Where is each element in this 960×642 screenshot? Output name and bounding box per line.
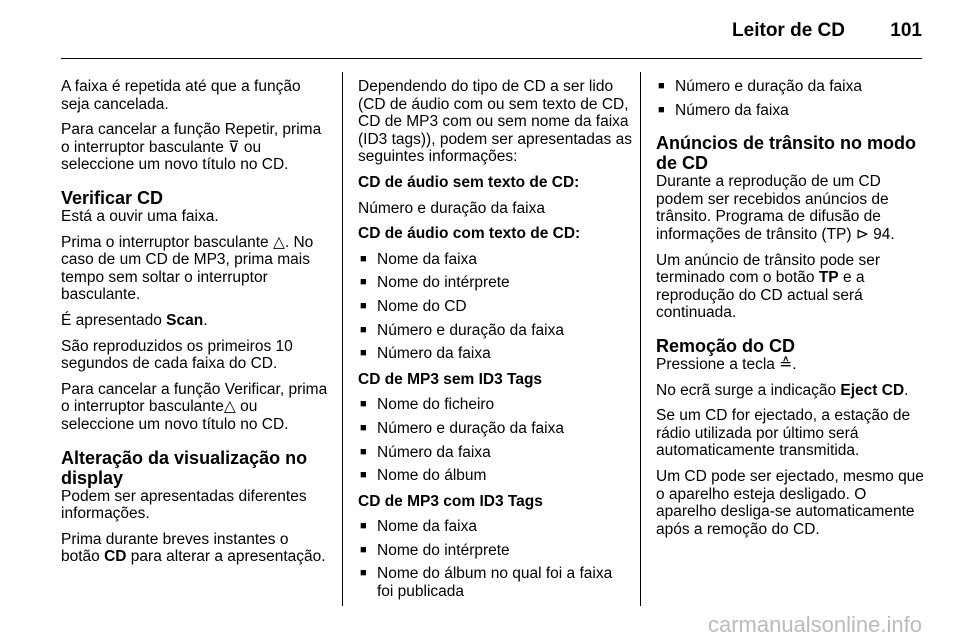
paragraph: A faixa é repetida até que a função seja cancelada. [61,78,301,113]
page-number: 101 [890,20,922,41]
paragraph: São reproduzidos os primeiros 10 segundos de cada faixa do CD. [61,337,293,373]
paragraph [61,234,331,304]
list-item: ■ Nome do álbum no qual foi a faixa foi publicada [358,565,632,600]
text: Para cancelar a função Repetir, prima o interruptor basculante [61,121,322,156]
group-title: CD de áudio sem texto de CD: [358,173,580,191]
section-heading: Verificar CD [61,187,164,208]
column-2 [358,78,632,609]
watermark: carmanualsonline.info [707,612,922,637]
text: Para cancelar a função Verificar, prima o interruptor basculante [61,380,328,416]
paragraph [61,381,331,434]
list-item: ■ Nome do álbum [358,467,632,485]
list-item: ■ Nome do intérprete [358,274,632,292]
column-3 [656,78,926,546]
list-item: ■ Número da faixa [358,345,632,363]
paragraph [656,382,926,400]
paragraph: Podem ser apresentadas diferentes informações. [61,487,307,523]
column-divider-1 [342,72,343,606]
text: Prima o interruptor basculante [61,233,273,251]
text: e a reprodução do CD actual será continuada. [656,269,865,322]
text: É apresentado [61,311,167,329]
text: . [792,355,797,373]
text: No ecrã surge a indicação [656,381,841,399]
paragraph [61,531,331,566]
text: . [904,381,909,399]
list-item: ■ Número e duração da faixa [358,420,632,438]
column-1 [61,78,331,574]
text: para alterar a apresentação. [126,548,326,566]
paragraph: Número e duração da faixa [358,199,545,217]
page-reference: ⊳ 94 [855,225,891,243]
text: Pressione a tecla [656,355,780,373]
list-item: ■ Número da faixa [358,444,632,462]
display-text: Eject CD [840,381,905,399]
list-item: ■ Nome da faixa [358,518,632,536]
bullet-list [656,78,926,119]
paragraph: Se um CD for ejectado, a estação de rádio utilizada por último será automaticamente transmitida. [656,407,911,460]
bullet-list [358,251,632,363]
eject-icon: ≙ [779,355,793,373]
list-item: ■ Nome do CD [358,298,632,316]
group-title: CD de áudio com texto de CD: [358,225,581,243]
text: . [203,311,208,329]
bullet-list [358,518,632,600]
paragraph [656,356,926,374]
page-header [0,0,960,60]
section-heading: Anúncios de trânsito no modo de CD [656,133,916,174]
section-heading: Alteração da visualização no display [61,447,308,488]
paragraph [61,312,331,330]
group-title: CD de MP3 com ID3 Tags [358,492,543,510]
column-divider-2 [640,72,641,606]
text: Prima durante breves instantes o botão [61,530,289,566]
rocker-down-icon: ⊽ [228,138,240,156]
text: . No caso de um CD de MP3, prima mais tempo sem soltar o interruptor basculante. [61,233,314,304]
rocker-up-icon: △ [272,233,285,251]
paragraph [656,173,926,243]
list-item: ■ Número e duração da faixa [358,322,632,340]
paragraph: Um CD pode ser ejectado, mesmo que o aparelho esteja desligado. O aparelho desliga-se automaticamente após a remoção do CD. [656,467,924,538]
bullet-list [358,396,632,484]
button-name: TP [818,269,839,287]
text: . [890,225,895,243]
list-item: ■ Número da faixa [656,102,926,120]
text: ou seleccione um novo título no CD. [61,398,289,433]
paragraph [61,121,331,174]
header-title: Leitor de CD [732,20,845,41]
text: Um anúncio de trânsito pode ser terminado com o botão [656,251,881,287]
list-item: ■ Nome da faixa [358,251,632,269]
list-item: ■ Nome do intérprete [358,542,632,560]
paragraph: Está a ouvir uma faixa. [61,207,219,225]
display-text: Scan [166,311,204,329]
section-heading: Remoção do CD [656,335,796,356]
button-name: CD [104,548,127,566]
rocker-up-icon: △ [223,398,236,416]
paragraph: Dependendo do tipo de CD a ser lido (CD de áudio com ou sem texto de CD, CD de MP3 com ou sem nome da faixa (ID3 tags)), podem ser apresentadas as seguintes informações: [358,78,632,166]
text: Durante a reprodução de um CD podem ser recebidos anúncios de trânsito. Programa de difusão de informações de trânsito (TP) [656,173,889,243]
list-item: ■ Número e duração da faixa [656,78,926,96]
paragraph [656,252,926,322]
group-title: CD de MP3 sem ID3 Tags [358,370,543,388]
list-item: ■ Nome do ficheiro [358,396,632,414]
header-rule [61,58,922,59]
text: ou seleccione um novo título no CD. [61,138,289,174]
